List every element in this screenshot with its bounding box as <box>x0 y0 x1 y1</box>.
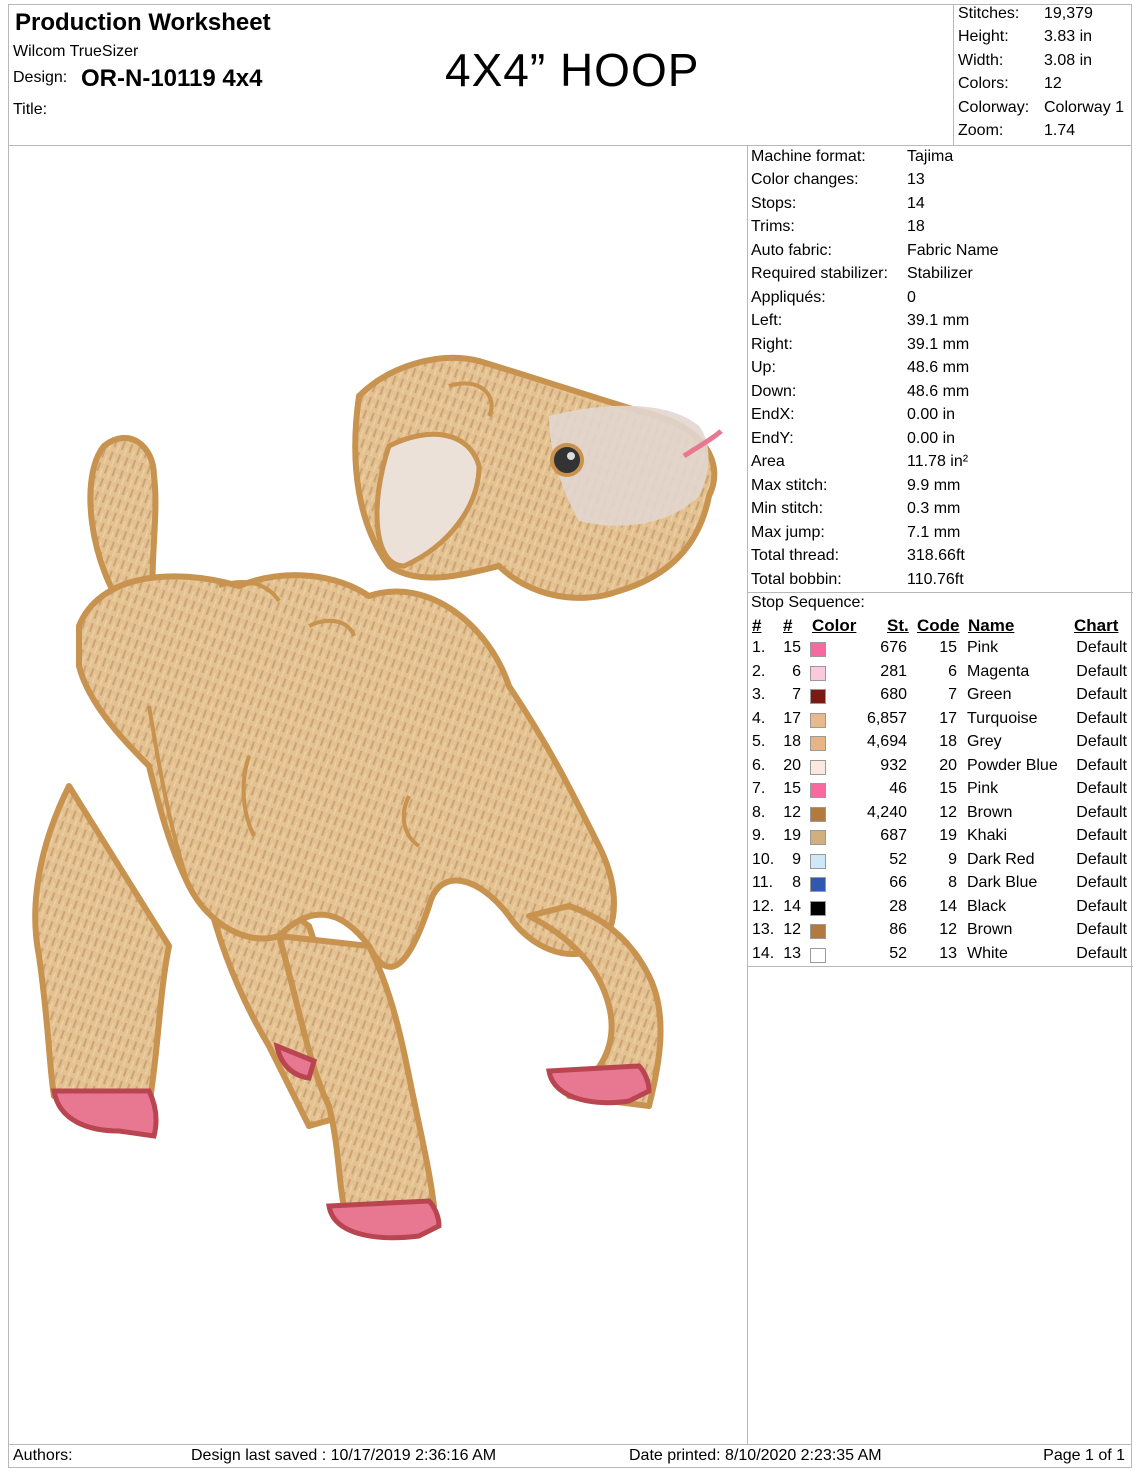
table-bottom-divider <box>747 966 1133 967</box>
row-name: Magenta <box>967 663 1030 680</box>
row-name: Khaki <box>967 827 1008 844</box>
row-chart: Default <box>1076 710 1127 727</box>
row-code: 9 <box>948 851 957 868</box>
color-swatch <box>810 948 826 963</box>
design-preview-area <box>9 146 748 1444</box>
stat-label: Stitches: <box>958 5 1020 22</box>
info-value: 39.1 mm <box>907 336 970 353</box>
info-label: Auto fabric: <box>751 242 832 259</box>
lamb-back-leg <box>35 786 169 1106</box>
info-label: Total bobbin: <box>751 571 842 588</box>
row-stitches: 66 <box>889 874 907 891</box>
row-code: 6 <box>948 663 957 680</box>
info-value: 14 <box>907 195 925 212</box>
row-number: 8 <box>792 874 801 891</box>
row-code: 8 <box>948 874 957 891</box>
row-number: 20 <box>783 757 801 774</box>
col-header-code: Code <box>917 616 960 635</box>
design-label: Design: <box>13 69 68 86</box>
row-name: Grey <box>967 733 1002 750</box>
row-index: 4. <box>752 710 766 727</box>
color-swatch <box>810 760 826 775</box>
row-chart: Default <box>1076 663 1127 680</box>
row-stitches: 52 <box>889 945 907 962</box>
worksheet-body <box>8 145 1132 1445</box>
row-index: 2. <box>752 663 766 680</box>
info-value: Tajima <box>907 148 954 165</box>
table-row <box>747 710 1133 733</box>
color-swatch <box>810 666 826 681</box>
footer-bar <box>8 1444 1132 1468</box>
row-name: Powder Blue <box>967 757 1058 774</box>
row-number: 15 <box>783 780 801 797</box>
row-index: 3. <box>752 686 766 703</box>
lamb-eye <box>552 445 582 475</box>
info-label: Min stitch: <box>751 500 824 517</box>
lamb-hoof-2 <box>329 1201 439 1238</box>
info-label: Appliqués: <box>751 289 826 306</box>
color-swatch <box>810 783 826 798</box>
row-name: Black <box>967 898 1007 915</box>
color-swatch <box>810 736 826 751</box>
row-index: 6. <box>752 757 766 774</box>
table-row <box>747 733 1133 756</box>
info-label: Max stitch: <box>751 477 828 494</box>
row-stitches: 4,240 <box>866 804 907 821</box>
color-swatch <box>810 830 826 845</box>
row-code: 20 <box>939 757 957 774</box>
lamb-hoof <box>54 1091 156 1136</box>
col-header-stitches: St. <box>887 616 909 635</box>
row-chart: Default <box>1076 780 1127 797</box>
row-index: 14. <box>752 945 775 962</box>
info-label: Max jump: <box>751 524 825 541</box>
color-swatch <box>810 642 826 657</box>
color-swatch <box>810 807 826 822</box>
row-stitches: 4,694 <box>866 733 907 750</box>
row-chart: Default <box>1076 804 1127 821</box>
info-value: 13 <box>907 171 925 188</box>
info-value: 11.78 in² <box>907 453 969 470</box>
title-label: Title: <box>13 101 48 118</box>
row-index: 10. <box>752 851 775 868</box>
info-value: 0 <box>907 289 916 306</box>
row-index: 12. <box>752 898 775 915</box>
info-label: Machine format: <box>751 148 866 165</box>
table-row <box>747 945 1133 968</box>
row-number: 15 <box>783 639 801 656</box>
stat-value: 3.08 in <box>1044 52 1093 69</box>
row-code: 15 <box>939 780 957 797</box>
row-index: 5. <box>752 733 766 750</box>
color-swatch <box>810 901 826 916</box>
info-value: 318.66ft <box>907 547 965 564</box>
info-label: Right: <box>751 336 793 353</box>
row-number: 12 <box>783 804 801 821</box>
row-number: 13 <box>783 945 801 962</box>
row-number: 19 <box>783 827 801 844</box>
col-header-color: Color <box>812 616 857 635</box>
authors-label: Authors: <box>13 1447 73 1464</box>
info-value: 9.9 mm <box>907 477 961 494</box>
row-stitches: 28 <box>889 898 907 915</box>
row-code: 18 <box>939 733 957 750</box>
color-swatch <box>810 854 826 869</box>
date-printed: Date printed: 8/10/2020 2:23:35 AM <box>629 1447 882 1464</box>
row-number: 12 <box>783 921 801 938</box>
row-chart: Default <box>1076 898 1127 915</box>
row-number: 9 <box>792 851 801 868</box>
row-code: 14 <box>939 898 957 915</box>
color-swatch <box>810 689 826 704</box>
row-name: White <box>967 945 1008 962</box>
row-stitches: 680 <box>880 686 907 703</box>
row-number: 17 <box>783 710 801 727</box>
design-stats-box <box>953 4 1135 146</box>
info-label: Stops: <box>751 195 797 212</box>
info-value: 48.6 mm <box>907 359 970 376</box>
row-code: 12 <box>939 804 957 821</box>
row-name: Turquoise <box>967 710 1038 727</box>
color-swatch <box>810 713 826 728</box>
info-value: 0.3 mm <box>907 500 961 517</box>
col-header-number: # <box>783 616 793 635</box>
info-label: EndX: <box>751 406 795 423</box>
table-row <box>747 757 1133 780</box>
info-label: Down: <box>751 383 797 400</box>
col-header-name: Name <box>968 616 1015 635</box>
row-stitches: 676 <box>880 639 907 656</box>
stat-value: 1.74 <box>1044 122 1076 139</box>
lamb-hoof-3 <box>549 1066 649 1103</box>
row-index: 9. <box>752 827 766 844</box>
last-saved-date: Design last saved : 10/17/2019 2:36:16 AM <box>191 1447 497 1464</box>
row-chart: Default <box>1076 733 1127 750</box>
info-value: Fabric Name <box>907 242 999 259</box>
stat-label: Width: <box>958 52 1004 69</box>
info-value: 7.1 mm <box>907 524 961 541</box>
row-code: 15 <box>939 639 957 656</box>
info-label: Total thread: <box>751 547 840 564</box>
stat-value: Colorway 1 <box>1044 99 1125 116</box>
table-row <box>747 851 1133 874</box>
row-name: Brown <box>967 921 1013 938</box>
row-number: 18 <box>783 733 801 750</box>
row-stitches: 281 <box>880 663 907 680</box>
stat-label: Height: <box>958 28 1009 45</box>
table-row <box>747 663 1133 686</box>
worksheet-title: Production Worksheet <box>15 9 271 36</box>
info-value: 48.6 mm <box>907 383 970 400</box>
row-name: Pink <box>967 780 999 797</box>
info-label: Up: <box>751 359 776 376</box>
info-value: 39.1 mm <box>907 312 970 329</box>
table-row <box>747 639 1133 662</box>
row-code: 17 <box>939 710 957 727</box>
row-chart: Default <box>1076 945 1127 962</box>
table-row <box>747 780 1133 803</box>
row-code: 13 <box>939 945 957 962</box>
design-value: OR-N-10119 4x4 <box>81 65 263 92</box>
stat-label: Colors: <box>958 75 1009 92</box>
row-index: 8. <box>752 804 766 821</box>
row-name: Green <box>967 686 1012 703</box>
table-row <box>747 804 1133 827</box>
row-index: 13. <box>752 921 775 938</box>
row-chart: Default <box>1076 686 1127 703</box>
info-label: EndY: <box>751 430 794 447</box>
row-name: Dark Blue <box>967 874 1038 891</box>
info-value: Stabilizer <box>907 265 973 282</box>
info-value: 0.00 in <box>907 430 956 447</box>
lamb-embroidery-image <box>9 146 747 1444</box>
color-swatch <box>810 877 826 892</box>
row-code: 12 <box>939 921 957 938</box>
row-stitches: 6,857 <box>866 710 907 727</box>
hoop-size-label: 4X4” HOOP <box>445 44 700 96</box>
col-header-chart: Chart <box>1074 616 1119 635</box>
info-label: Trims: <box>751 218 795 235</box>
table-row <box>747 921 1133 944</box>
info-label: Left: <box>751 312 783 329</box>
table-row <box>747 827 1133 850</box>
table-row <box>747 686 1133 709</box>
info-value: 18 <box>907 218 925 235</box>
row-stitches: 46 <box>889 780 907 797</box>
info-label: Area <box>751 453 785 470</box>
software-name: Wilcom TrueSizer <box>13 43 139 60</box>
row-chart: Default <box>1076 851 1127 868</box>
col-header-index: # <box>752 616 762 635</box>
row-number: 7 <box>792 686 801 703</box>
row-chart: Default <box>1076 874 1127 891</box>
row-stitches: 932 <box>880 757 907 774</box>
info-label: Required stabilizer: <box>751 265 888 282</box>
stat-label: Colorway: <box>958 99 1030 116</box>
row-chart: Default <box>1076 757 1127 774</box>
row-code: 19 <box>939 827 957 844</box>
stop-sequence-title: Stop Sequence: <box>751 594 865 611</box>
stat-value: 3.83 in <box>1044 28 1093 45</box>
row-chart: Default <box>1076 921 1127 938</box>
color-swatch <box>810 924 826 939</box>
row-number: 6 <box>792 663 801 680</box>
row-name: Dark Red <box>967 851 1035 868</box>
row-stitches: 687 <box>880 827 907 844</box>
row-number: 14 <box>783 898 801 915</box>
stat-value: 19,379 <box>1044 5 1093 22</box>
row-index: 1. <box>752 639 766 656</box>
row-stitches: 86 <box>889 921 907 938</box>
stat-label: Zoom: <box>958 122 1004 139</box>
row-chart: Default <box>1076 827 1127 844</box>
stat-value: 12 <box>1044 75 1062 92</box>
info-value: 110.76ft <box>907 571 964 588</box>
row-index: 7. <box>752 780 766 797</box>
info-label: Color changes: <box>751 171 859 188</box>
row-code: 7 <box>948 686 957 703</box>
row-name: Brown <box>967 804 1013 821</box>
table-row <box>747 874 1133 897</box>
table-row <box>747 898 1133 921</box>
row-chart: Default <box>1076 639 1127 656</box>
row-name: Pink <box>967 639 999 656</box>
info-value: 0.00 in <box>907 406 956 423</box>
header-panel <box>8 4 1132 146</box>
row-stitches: 52 <box>889 851 907 868</box>
section-divider <box>747 592 1133 593</box>
page-number: Page 1 of 1 <box>1043 1447 1125 1464</box>
row-index: 11. <box>752 874 774 891</box>
